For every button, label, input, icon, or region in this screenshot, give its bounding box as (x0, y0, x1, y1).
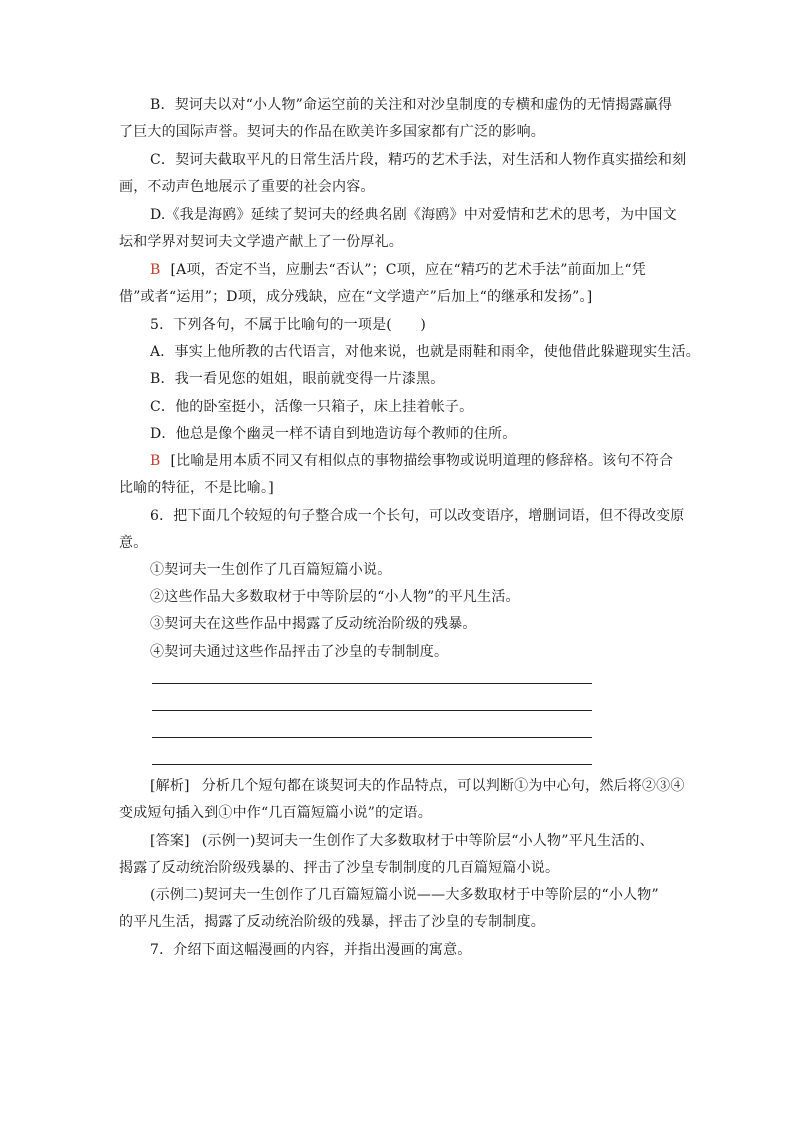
q4-option-d-line2: 坛和学界对契诃夫文学遗产献上了一份厚礼。 (119, 234, 403, 250)
q4-answer-letter: B (150, 262, 161, 278)
q6-analysis-line2: 变成短句插入到①中作“几百篇短篇小说”的定语。 (119, 805, 432, 821)
q6-analysis-line1 (150, 776, 685, 796)
q4-option-d-line1: D.《我是海鸥》延续了契诃夫的经典名剧《海鸥》中对爱情和艺术的思考，为中国文 (150, 207, 677, 223)
q5-option-d: D．他总是像个幽灵一样不请自到地造访每个教师的住所。 (150, 426, 517, 442)
q4-option-b-line1: B．契诃夫以对“小人物”命运空前的关注和对沙皇制度的专横和虚伪的无情揭露赢得 (150, 97, 673, 113)
q5-stem: 5．下列各句，不属于比喻句的一项是( ) (150, 317, 427, 333)
q4-option-c-line2: 画，不动声色地展示了重要的社会内容。 (119, 179, 375, 195)
q5-answer-text: [比喻是用本质不同又有相似点的事物描绘事物或说明道理的修辞格。该句不符合 (170, 453, 674, 469)
q6-answer-ex1-line1 (150, 831, 654, 851)
q6-stem-line2: 意。 (119, 535, 148, 551)
q6-stem-line1: 6．把下面几个较短的句子整合成一个长句，可以改变语序，增删词语，但不得改变原 (150, 508, 685, 524)
answer-blank-line (152, 683, 592, 684)
q5-option-c: C．他的卧室挺小，活像一只箱子，床上挂着帐子。 (150, 399, 474, 415)
q5-answer-line2: 比喻的特征，不是比喻。] (119, 480, 274, 496)
answer-blank-line (152, 710, 592, 711)
q6-sentence-4: ④契诃夫通过这些作品抨击了沙皇的专制制度。 (150, 644, 449, 660)
answer-blank-line (152, 737, 592, 738)
q4-answer-text: [A项，否定不当，应删去“否认”；C项，应在“精巧的艺术手法”前面加上“凭 (170, 262, 646, 278)
q6-answer-ex1-text: (示例一)契诃夫一生创作了大多数取材于中等阶层“小人物”平凡生活的、 (201, 833, 654, 849)
q6-answer-ex2-line2: 的平凡生活，揭露了反动统治阶级的残暴，抨击了沙皇的专制制度。 (119, 914, 545, 930)
q6-sentence-3: ③契诃夫在这些作品中揭露了反动统治阶级的残暴。 (150, 616, 477, 632)
q5-option-b: B．我一看见您的姐姐，眼前就变得一片漆黑。 (150, 371, 445, 387)
q5-answer-letter: B (150, 453, 161, 469)
q6-answer-ex2-line1: (示例二)契诃夫一生创作了几百篇短篇小说——大多数取材于中等阶层的“小人物” (150, 887, 659, 903)
q4-answer-line1 (150, 260, 646, 280)
q6-analysis-text: 分析几个短句都在谈契诃夫的作品特点，可以判断①为中心句，然后将②③④ (201, 778, 685, 794)
q4-answer-line2: 借”或者“运用”；D项，成分残缺，应在“文学遗产”后加上“的继承和发扬”。] (119, 289, 593, 305)
q6-answer-ex1-line2: 揭露了反动统治阶级残暴的、抨击了沙皇专制制度的几百篇短篇小说。 (119, 860, 560, 876)
q5-answer-line1 (150, 451, 673, 471)
q6-sentence-2: ②这些作品大多数取材于中等阶层的“小人物”的平凡生活。 (150, 589, 520, 605)
q6-sentence-1: ①契诃夫一生创作了几百篇短篇小说。 (150, 562, 392, 578)
q5-option-a: A．事实上他所教的古代语言，对他来说，也就是雨鞋和雨伞，使他借此躲避现实生活。 (150, 344, 700, 360)
q4-option-c-line1: C．契诃夫截取平凡的日常生活片段，精巧的艺术手法，对生活和人物作真实描绘和刻 (150, 152, 687, 168)
analysis-label: [解析] (150, 778, 190, 794)
q4-option-b-line2: 了巨大的国际声誉。契诃夫的作品在欧美许多国家都有广泛的影响。 (119, 124, 545, 140)
answer-label: [答案] (150, 833, 190, 849)
answer-blank-line (152, 764, 592, 765)
q7-stem: 7．介绍下面这幅漫画的内容，并指出漫画的寓意。 (150, 942, 472, 958)
